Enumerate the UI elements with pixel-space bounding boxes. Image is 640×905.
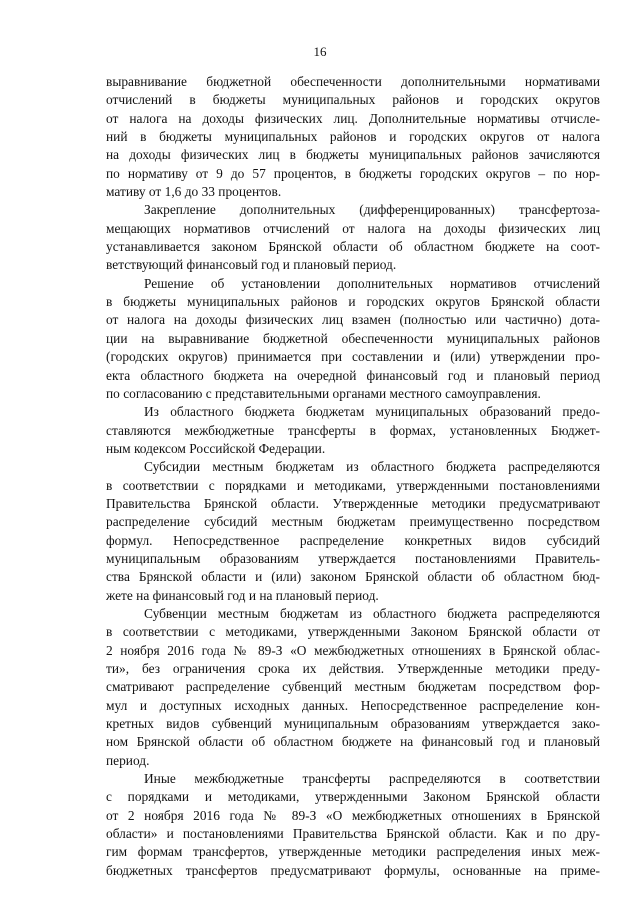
text-line: период.: [106, 752, 150, 768]
text-line: ства Брянской области и (или) законом Брянской области об областном бюд-: [106, 569, 600, 585]
text-line: по нормативу от 9 до 57 процентов, в бюджеты городских округов – по нор-: [106, 165, 600, 181]
text-line: Субсидии местным бюджетам из областного бюджета распределяются: [144, 459, 600, 475]
text-line: в соответствии с методиками, утвержденными Законом Брянской области от: [106, 624, 600, 640]
paragraph: [106, 201, 600, 274]
text-line: ний в бюджеты муниципальных районов и городских округов от налога: [106, 129, 600, 145]
text-line: кретных видов субвенций муниципальным образованиям утверждается зако-: [106, 716, 600, 732]
paragraph: [106, 73, 600, 201]
text-line: в бюджеты муниципальных районов и городских округов Брянской области: [106, 294, 600, 310]
text-line: Субвенции местным бюджетам из областного бюджета распределяются: [144, 605, 600, 621]
text-line: по согласованию с представительными органами местного самоуправления.: [106, 385, 541, 401]
paragraph: [106, 275, 600, 403]
text-line: бюджетных трансфертов предусматривают формулы, основанные на приме-: [106, 862, 600, 878]
text-line: мативу от 1,6 до 33 процентов.: [106, 184, 282, 200]
text-line: отчислений в бюджеты муниципальных районов и городских округов: [106, 92, 600, 108]
paragraph: [106, 770, 600, 880]
text-line: Из областного бюджета бюджетам муниципальных образований предо-: [144, 404, 600, 420]
text-line: от 2 ноября 2016 года № 89-З «О межбюджетных отношениях в Брянской: [106, 807, 600, 823]
text-line: ти», без ограничения срока их действия. Утвержденные методики преду-: [106, 661, 600, 676]
text-line: 2 ноября 2016 года № 89-З «О межбюджетных отношениях в Брянской облас-: [106, 642, 600, 658]
text-line: ным кодексом Российской Федерации.: [106, 440, 326, 456]
text-line: с порядками и методиками, утвержденными Законом Брянской области: [106, 789, 600, 805]
text-line: Решение об установлении дополнительных нормативов отчислений: [144, 275, 600, 291]
text-line: от налога на доходы физических лиц. Дополнительные нормативы отчисле-: [106, 110, 600, 126]
text-line: распределение субсидий местным бюджетам преимущественно посредством: [106, 514, 600, 530]
text-line: на доходы физических лиц в бюджеты муниципальных районов зачисляются: [106, 147, 600, 163]
text-line: Закрепление дополнительных (дифференцированных) трансфертоза-: [144, 202, 600, 218]
text-line: области» и постановлениями Правительства Брянской области. Как и по дру-: [106, 826, 600, 842]
text-line: ставляются межбюджетные трансферты в формах, установленных Бюджет-: [106, 422, 600, 438]
text-line: Правительства Брянской области. Утвержденные методики предусматривают: [106, 495, 600, 511]
text-line: екта областного бюджета на очередной финансовый год и плановый период: [106, 367, 600, 383]
paragraph: [106, 458, 600, 605]
page-number: 16: [313, 44, 327, 59]
text-line: в соответствии с порядками и методиками, утвержденными постановлениями: [106, 477, 600, 493]
text-line: сматривают распределение субвенций местным бюджетам посредством фор-: [106, 679, 600, 695]
text-line: мул и доступных исходных данных. Непосредственное распределение кон-: [106, 697, 600, 713]
text-line: Иные межбюджетные трансферты распределяются в соответствии: [144, 771, 600, 787]
text-line: гим формам трансфертов, утвержденные методики распределения иных меж-: [106, 844, 600, 860]
text-line: мещающих нормативов отчислений от налога на доходы физических лиц: [106, 220, 600, 236]
text-line: муниципальным образованиям утверждается постановлениями Правитель-: [106, 550, 600, 566]
text-line: жете на финансовый год и на плановый период.: [106, 587, 379, 603]
text-line: ном Брянской области об областном бюджете на финансовый год и плановый: [106, 734, 600, 750]
text-line: (городских округов) принимается при составлении и (или) утверждении про-: [106, 349, 600, 365]
text-line: от налога на доходы физических лиц взамен (полностью или частично) дота-: [106, 312, 600, 328]
paragraph: [106, 605, 600, 770]
document-body: [106, 73, 600, 880]
text-line: устанавливается законом Брянской области об областном бюджете на соот-: [106, 239, 600, 255]
text-line: ции на выравнивание бюджетной обеспеченности муниципальных районов: [106, 330, 600, 346]
text-line: выравнивание бюджетной обеспеченности дополнительными нормативами: [106, 74, 600, 89]
text-line: формул. Непосредственное распределение конкретных видов субсидий: [106, 532, 600, 548]
text-line: ветствующий финансовый год и плановый период.: [106, 257, 397, 273]
paragraph: [106, 403, 600, 458]
